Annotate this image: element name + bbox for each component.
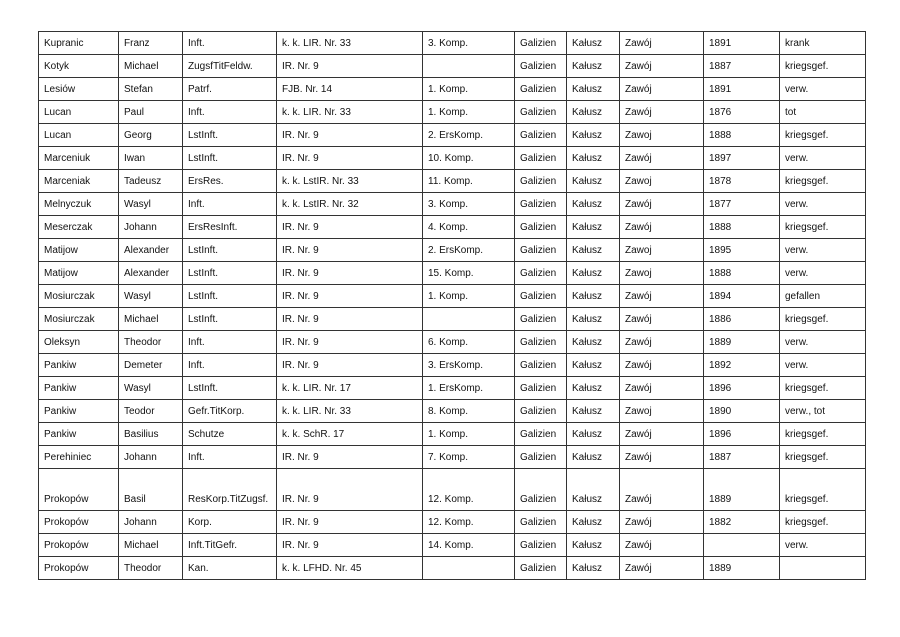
cell-unit: k. k. LIR. Nr. 33 (277, 32, 423, 55)
cell-rank: Patrf. (183, 78, 277, 101)
cell-given: Franz (119, 32, 183, 55)
cell-surname: Marceniuk (39, 147, 119, 170)
cell-given: Stefan (119, 78, 183, 101)
cell-given: Michael (119, 308, 183, 331)
cell-place: Zawój (620, 423, 704, 446)
cell-land: Galizien (515, 308, 567, 331)
cell-status: kriegsgef. (780, 423, 866, 446)
cell-land: Galizien (515, 557, 567, 580)
cell-year (704, 534, 780, 557)
table-row (39, 262, 866, 285)
cell-rank: ResKorp.TitZugsf. (183, 469, 277, 511)
cell-company: 4. Komp. (423, 216, 515, 239)
cell-place: Zawoj (620, 262, 704, 285)
cell-status: verw. (780, 354, 866, 377)
cell-year: 1887 (704, 55, 780, 78)
cell-surname: Prokopów (39, 557, 119, 580)
cell-company: 1. ErsKomp. (423, 377, 515, 400)
cell-unit: k. k. LstIR. Nr. 33 (277, 170, 423, 193)
cell-land: Galizien (515, 193, 567, 216)
cell-land: Galizien (515, 262, 567, 285)
cell-district: Kałusz (567, 262, 620, 285)
table-row (39, 400, 866, 423)
cell-unit: IR. Nr. 9 (277, 446, 423, 469)
cell-district: Kałusz (567, 216, 620, 239)
cell-given: Theodor (119, 331, 183, 354)
cell-company: 15. Komp. (423, 262, 515, 285)
cell-rank: Inft. (183, 32, 277, 55)
table-row (39, 331, 866, 354)
cell-company: 1. Komp. (423, 78, 515, 101)
cell-land: Galizien (515, 354, 567, 377)
cell-surname: Pankiw (39, 377, 119, 400)
cell-year: 1888 (704, 216, 780, 239)
cell-given: Michael (119, 55, 183, 78)
cell-rank: ErsResInft. (183, 216, 277, 239)
cell-place: Zawój (620, 193, 704, 216)
cell-year: 1887 (704, 446, 780, 469)
cell-year: 1889 (704, 469, 780, 511)
cell-unit: IR. Nr. 9 (277, 331, 423, 354)
table-row (39, 124, 866, 147)
cell-unit: k. k. SchR. 17 (277, 423, 423, 446)
cell-district: Kałusz (567, 400, 620, 423)
cell-status: gefallen (780, 285, 866, 308)
cell-company (423, 308, 515, 331)
cell-district: Kałusz (567, 331, 620, 354)
cell-given: Johann (119, 216, 183, 239)
cell-given: Basil (119, 469, 183, 511)
cell-given: Alexander (119, 262, 183, 285)
table-row (39, 32, 866, 55)
cell-rank: Kan. (183, 557, 277, 580)
cell-status: kriegsgef. (780, 446, 866, 469)
cell-year: 1888 (704, 262, 780, 285)
cell-surname: Kotyk (39, 55, 119, 78)
cell-unit: IR. Nr. 9 (277, 354, 423, 377)
cell-rank: Inft. (183, 101, 277, 124)
cell-status: kriegsgef. (780, 308, 866, 331)
cell-district: Kałusz (567, 377, 620, 400)
cell-surname: Kupranic (39, 32, 119, 55)
cell-place: Zawój (620, 285, 704, 308)
cell-year: 1890 (704, 400, 780, 423)
cell-place: Zawój (620, 101, 704, 124)
cell-surname: Mosiurczak (39, 308, 119, 331)
cell-district: Kałusz (567, 124, 620, 147)
cell-given: Iwan (119, 147, 183, 170)
cell-unit: IR. Nr. 9 (277, 534, 423, 557)
cell-unit: k. k. LIR. Nr. 17 (277, 377, 423, 400)
cell-year: 1891 (704, 78, 780, 101)
cell-company (423, 55, 515, 78)
cell-district: Kałusz (567, 308, 620, 331)
cell-place: Zawój (620, 511, 704, 534)
cell-unit: IR. Nr. 9 (277, 239, 423, 262)
cell-company: 2. ErsKomp. (423, 239, 515, 262)
cell-unit: IR. Nr. 9 (277, 511, 423, 534)
table-row (39, 170, 866, 193)
cell-district: Kałusz (567, 534, 620, 557)
cell-year: 1878 (704, 170, 780, 193)
register-rows (39, 32, 866, 580)
cell-company: 1. Komp. (423, 101, 515, 124)
cell-place: Zawój (620, 32, 704, 55)
cell-year: 1888 (704, 124, 780, 147)
table-row (39, 557, 866, 580)
cell-unit: IR. Nr. 9 (277, 55, 423, 78)
cell-surname: Meserczak (39, 216, 119, 239)
cell-surname: Pankiw (39, 400, 119, 423)
cell-status: kriegsgef. (780, 377, 866, 400)
cell-status: verw., tot (780, 400, 866, 423)
table-row (39, 285, 866, 308)
cell-district: Kałusz (567, 101, 620, 124)
cell-company: 3. ErsKomp. (423, 354, 515, 377)
cell-land: Galizien (515, 55, 567, 78)
cell-place: Zawój (620, 216, 704, 239)
cell-status: kriegsgef. (780, 55, 866, 78)
cell-rank: Inft. (183, 446, 277, 469)
cell-year: 1896 (704, 423, 780, 446)
cell-rank: LstInft. (183, 262, 277, 285)
cell-place: Zawój (620, 147, 704, 170)
cell-district: Kałusz (567, 55, 620, 78)
cell-given: Johann (119, 511, 183, 534)
cell-place: Zawoj (620, 124, 704, 147)
cell-unit: IR. Nr. 9 (277, 216, 423, 239)
cell-given: Wasyl (119, 377, 183, 400)
cell-company: 12. Komp. (423, 469, 515, 511)
cell-district: Kałusz (567, 193, 620, 216)
cell-rank: LstInft. (183, 308, 277, 331)
cell-year: 1877 (704, 193, 780, 216)
cell-year: 1889 (704, 557, 780, 580)
table-row (39, 78, 866, 101)
cell-district: Kałusz (567, 239, 620, 262)
table-row (39, 446, 866, 469)
table-row (39, 469, 866, 511)
cell-district: Kałusz (567, 354, 620, 377)
cell-given: Michael (119, 534, 183, 557)
cell-land: Galizien (515, 285, 567, 308)
casualty-register-table (38, 31, 866, 580)
cell-rank: LstInft. (183, 239, 277, 262)
cell-company (423, 557, 515, 580)
table-row (39, 354, 866, 377)
cell-rank: Gefr.TitKorp. (183, 400, 277, 423)
cell-surname: Prokopów (39, 534, 119, 557)
cell-rank: Inft. (183, 331, 277, 354)
cell-place: Zawój (620, 78, 704, 101)
cell-district: Kałusz (567, 78, 620, 101)
cell-company: 3. Komp. (423, 193, 515, 216)
cell-district: Kałusz (567, 469, 620, 511)
cell-status: verw. (780, 331, 866, 354)
cell-land: Galizien (515, 239, 567, 262)
cell-status: kriegsgef. (780, 511, 866, 534)
cell-place: Zawój (620, 308, 704, 331)
cell-company: 6. Komp. (423, 331, 515, 354)
cell-company: 1. Komp. (423, 285, 515, 308)
cell-surname: Lucan (39, 124, 119, 147)
cell-year: 1896 (704, 377, 780, 400)
cell-company: 12. Komp. (423, 511, 515, 534)
cell-place: Zawój (620, 354, 704, 377)
cell-place: Zawój (620, 446, 704, 469)
cell-rank: LstInft. (183, 377, 277, 400)
cell-surname: Oleksyn (39, 331, 119, 354)
cell-status: tot (780, 101, 866, 124)
cell-given: Tadeusz (119, 170, 183, 193)
cell-surname: Matijow (39, 262, 119, 285)
cell-land: Galizien (515, 511, 567, 534)
cell-company: 7. Komp. (423, 446, 515, 469)
cell-land: Galizien (515, 446, 567, 469)
table-row (39, 101, 866, 124)
cell-surname: Mosiurczak (39, 285, 119, 308)
cell-status: kriegsgef. (780, 216, 866, 239)
cell-given: Demeter (119, 354, 183, 377)
cell-unit: k. k. LFHD. Nr. 45 (277, 557, 423, 580)
cell-unit: IR. Nr. 9 (277, 147, 423, 170)
table-row (39, 239, 866, 262)
cell-surname: Lucan (39, 101, 119, 124)
cell-rank: Inft. (183, 354, 277, 377)
cell-land: Galizien (515, 400, 567, 423)
cell-place: Zawój (620, 377, 704, 400)
cell-status: kriegsgef. (780, 170, 866, 193)
cell-land: Galizien (515, 534, 567, 557)
cell-status: kriegsgef. (780, 124, 866, 147)
cell-unit: k. k. LstIR. Nr. 32 (277, 193, 423, 216)
cell-land: Galizien (515, 423, 567, 446)
cell-status: verw. (780, 534, 866, 557)
cell-given: Theodor (119, 557, 183, 580)
cell-year: 1886 (704, 308, 780, 331)
cell-district: Kałusz (567, 147, 620, 170)
cell-unit: k. k. LIR. Nr. 33 (277, 400, 423, 423)
cell-year: 1897 (704, 147, 780, 170)
table-row (39, 216, 866, 239)
cell-place: Zawój (620, 55, 704, 78)
cell-year: 1876 (704, 101, 780, 124)
cell-rank: Schutze (183, 423, 277, 446)
table-row (39, 55, 866, 78)
cell-unit: IR. Nr. 9 (277, 262, 423, 285)
cell-surname: Matijow (39, 239, 119, 262)
table-row (39, 377, 866, 400)
cell-land: Galizien (515, 377, 567, 400)
cell-land: Galizien (515, 170, 567, 193)
cell-given: Johann (119, 446, 183, 469)
cell-rank: ZugsfTitFeldw. (183, 55, 277, 78)
cell-district: Kałusz (567, 32, 620, 55)
cell-place: Zawoj (620, 239, 704, 262)
cell-unit: IR. Nr. 9 (277, 285, 423, 308)
cell-given: Basilius (119, 423, 183, 446)
cell-company: 1. Komp. (423, 423, 515, 446)
cell-year: 1891 (704, 32, 780, 55)
cell-year: 1889 (704, 331, 780, 354)
cell-place: Zawoj (620, 400, 704, 423)
cell-rank: Korp. (183, 511, 277, 534)
cell-surname: Marceniak (39, 170, 119, 193)
cell-unit: IR. Nr. 9 (277, 124, 423, 147)
cell-land: Galizien (515, 216, 567, 239)
table-row (39, 308, 866, 331)
cell-surname: Lesiów (39, 78, 119, 101)
cell-company: 8. Komp. (423, 400, 515, 423)
cell-land: Galizien (515, 32, 567, 55)
table-row (39, 193, 866, 216)
cell-status: verw. (780, 239, 866, 262)
cell-unit: IR. Nr. 9 (277, 469, 423, 511)
cell-rank: ErsRes. (183, 170, 277, 193)
cell-status: verw. (780, 262, 866, 285)
table-row (39, 423, 866, 446)
cell-unit: IR. Nr. 9 (277, 308, 423, 331)
cell-year: 1882 (704, 511, 780, 534)
cell-company: 2. ErsKomp. (423, 124, 515, 147)
cell-company: 10. Komp. (423, 147, 515, 170)
cell-given: Alexander (119, 239, 183, 262)
cell-place: Zawój (620, 469, 704, 511)
cell-status (780, 557, 866, 580)
cell-given: Wasyl (119, 193, 183, 216)
cell-place: Zawoj (620, 170, 704, 193)
cell-surname: Pankiw (39, 423, 119, 446)
cell-rank: LstInft. (183, 285, 277, 308)
cell-district: Kałusz (567, 170, 620, 193)
cell-company: 3. Komp. (423, 32, 515, 55)
cell-surname: Prokopów (39, 469, 119, 511)
cell-surname: Perehiniec (39, 446, 119, 469)
cell-rank: Inft. (183, 193, 277, 216)
cell-place: Zawój (620, 331, 704, 354)
cell-district: Kałusz (567, 285, 620, 308)
cell-district: Kałusz (567, 511, 620, 534)
cell-land: Galizien (515, 331, 567, 354)
table-row (39, 511, 866, 534)
cell-surname: Prokopów (39, 511, 119, 534)
cell-surname: Melnyczuk (39, 193, 119, 216)
table-row (39, 147, 866, 170)
cell-rank: LstInft. (183, 147, 277, 170)
cell-year: 1892 (704, 354, 780, 377)
table-row (39, 534, 866, 557)
cell-land: Galizien (515, 147, 567, 170)
cell-land: Galizien (515, 78, 567, 101)
cell-company: 11. Komp. (423, 170, 515, 193)
cell-status: verw. (780, 78, 866, 101)
cell-status: verw. (780, 193, 866, 216)
cell-unit: k. k. LIR. Nr. 33 (277, 101, 423, 124)
cell-rank: Inft.TitGefr. (183, 534, 277, 557)
cell-district: Kałusz (567, 557, 620, 580)
cell-given: Teodor (119, 400, 183, 423)
cell-given: Wasyl (119, 285, 183, 308)
cell-surname: Pankiw (39, 354, 119, 377)
cell-district: Kałusz (567, 423, 620, 446)
cell-land: Galizien (515, 124, 567, 147)
cell-status: kriegsgef. (780, 469, 866, 511)
cell-given: Georg (119, 124, 183, 147)
cell-unit: FJB. Nr. 14 (277, 78, 423, 101)
cell-company: 14. Komp. (423, 534, 515, 557)
cell-land: Galizien (515, 469, 567, 511)
cell-land: Galizien (515, 101, 567, 124)
cell-place: Zawój (620, 534, 704, 557)
cell-rank: LstInft. (183, 124, 277, 147)
cell-place: Zawój (620, 557, 704, 580)
cell-district: Kałusz (567, 446, 620, 469)
cell-status: krank (780, 32, 866, 55)
cell-year: 1895 (704, 239, 780, 262)
cell-given: Paul (119, 101, 183, 124)
cell-year: 1894 (704, 285, 780, 308)
cell-status: verw. (780, 147, 866, 170)
